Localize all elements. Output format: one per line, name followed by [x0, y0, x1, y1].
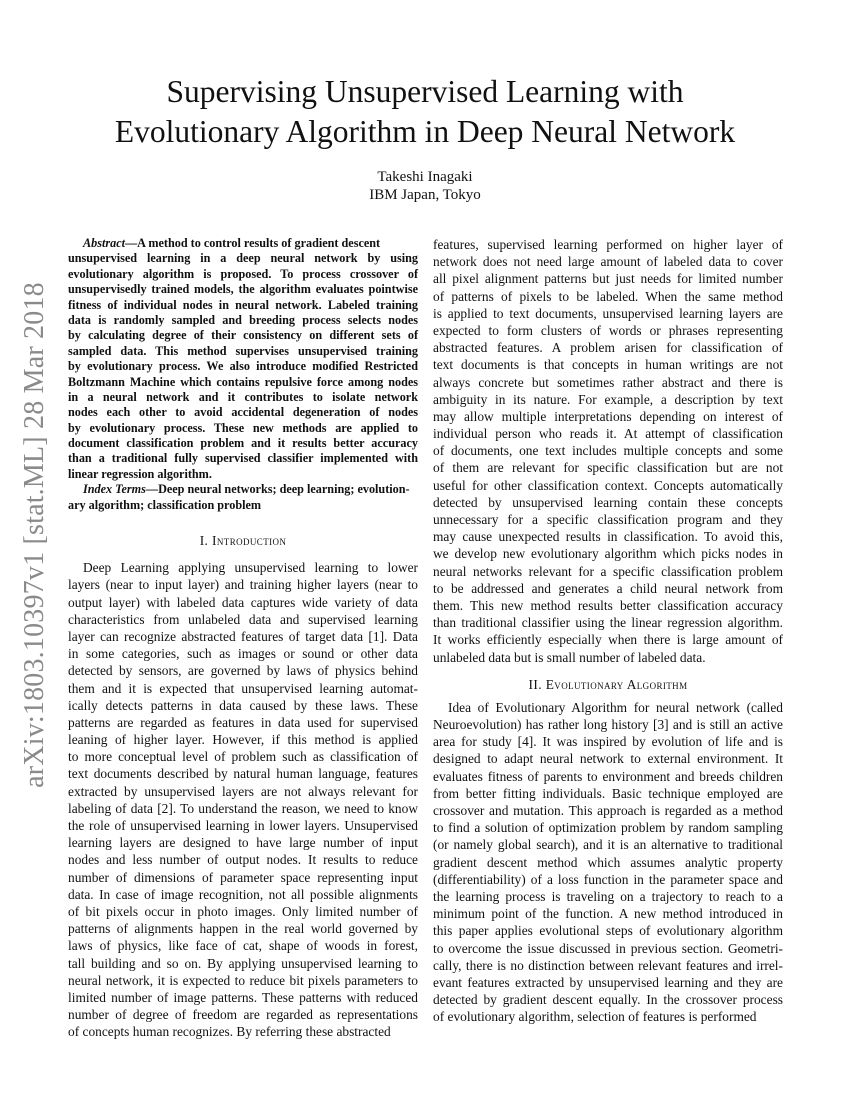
paragraph-line: of patterns of pixels to be labeled. When the same method: [433, 288, 783, 304]
abstract-line: fitness of individual nodes in neural network. Labeled training: [68, 297, 418, 312]
abstract-line: than a traditional fully supervised classifier implemented with: [68, 451, 418, 466]
paragraph-line: in some categories, such as images or sound or other data: [68, 646, 418, 662]
abstract-line: nodes each other to avoid accidental degeneration of nodes: [68, 405, 418, 420]
abstract-line: by evolutionary process. We also introduce modified Restricted: [68, 359, 418, 374]
paragraph-line: characteristics from unlabeled data and supervised learning: [68, 611, 418, 627]
index-terms-line: ary algorithm; classification problem: [68, 497, 262, 512]
index-terms-line: [68, 482, 418, 497]
paragraph-line: Idea of Evolutionary Algorithm for neural network (called: [448, 699, 783, 715]
line-text: —Deep neural networks; deep learning; evolution-: [145, 482, 410, 497]
paragraph-line: ambiguity in its nature. For example, a description by text: [433, 391, 783, 407]
paragraph-line: useful for other classification context. Concepts automatically: [433, 477, 783, 493]
abstract-line: sampled data. This method supervises unsupervised training: [68, 343, 418, 358]
paragraph-line: network does not need large amount of labeled data to cover: [433, 254, 783, 270]
arxiv-id: arXiv:1803.10397v1 [stat.ML] 28 Mar 2018: [19, 282, 50, 788]
paragraph-line: evant features extracted by unsupervised learning and they are: [433, 974, 783, 990]
abstract-line: data is randomly sampled and breeding process selects nodes: [68, 312, 418, 327]
paragraph-line: of evolutionary algorithm, selection of features is performed: [433, 1009, 757, 1025]
paragraph-line: patterns of alignments happen in the real world governed by: [68, 921, 418, 937]
section-heading-introduction: I. Introduction: [199, 533, 287, 549]
paragraph-line: (or namely global search), and it is an alternative to traditional: [433, 837, 783, 853]
paragraph-line: detected by gradient descent equally. In the crossover process: [433, 992, 783, 1008]
paragraph-line: than traditional classifier using the linear regression algorithm.: [433, 615, 783, 631]
paragraph-line: tall building and so on. By applying unsupervised learning to: [68, 955, 418, 971]
abstract-line: by evolutionary process. These new methods are applied to: [68, 420, 418, 435]
paragraph-line: laws of physics, like face of cat, shape of woods in forest,: [68, 938, 418, 954]
paragraph-line: individual person who reads it. At attempt of classification: [433, 426, 783, 442]
paragraph-line: Deep Learning applying unsupervised learning to lower: [83, 560, 418, 576]
introduction-continued: [433, 236, 783, 666]
paper-title: [68, 72, 782, 152]
paragraph-line: them and it is expected that unsupervised learning automat-: [68, 680, 418, 696]
line-text: —A method to control results of gradient descent: [124, 236, 381, 250]
paragraph-line: text documents is that concepts in human writings are not: [433, 357, 783, 373]
paragraph-line: minimum point of the function. A new method introduced in: [433, 906, 783, 922]
paragraph-line: nodes and less number of output nodes. It results to reduce: [68, 852, 418, 868]
abstract-line: unsupervised learning in a deep neural network by using: [68, 251, 418, 266]
index-terms-label: Index Terms: [83, 482, 146, 497]
title-line: Evolutionary Algorithm in Deep Neural Network: [114, 114, 736, 149]
paragraph-line: from better fitting individuals. Basic technique employed are: [433, 785, 783, 801]
paragraph-line: limited number of image patterns. These patterns with reduced: [68, 989, 418, 1005]
paragraph-line: neural network, it is expected to reduce bit pixels parameters to: [68, 972, 418, 988]
index-terms: [68, 482, 418, 513]
paragraph-line: patterns are regarded as features in data used for supervised: [68, 714, 418, 730]
paragraph-line: detected by unsupervised learning contain these concepts: [433, 494, 783, 510]
abstract-line: [68, 236, 418, 251]
paragraph-line: to be addressed and generates a child neural network from: [433, 580, 783, 596]
right-column: [433, 236, 783, 1025]
arxiv-sidebar-stamp: [10, 280, 60, 790]
paragraph-line: of them are relevant for specific classification but are not: [433, 460, 783, 476]
paragraph-line: of bit pixels occur in photo images. Only limited number of: [68, 903, 418, 919]
paragraph-line: to overcome the issue discussed in previous section. Geometri-: [433, 940, 783, 956]
abstract-line: in a neural network and it contributes to isolate network: [68, 389, 418, 404]
paragraph-line: the learning process is traveling on a trajectory to reach to a: [433, 888, 783, 904]
paragraph-line: unnecessary for a specific classification program and they: [433, 512, 783, 527]
abstract-line: unsupervisedly trained models, the algorithm evaluates pointwise: [68, 282, 418, 297]
paragraph-line: learning layers are designed to have large number of input: [68, 835, 418, 851]
paragraph-line: may allow multiple interpretations depending on interest of: [433, 408, 783, 424]
paragraph-line: extracted by unsupervised layers are not always relevant for: [68, 783, 418, 799]
paragraph-line: all pixel alignment patterns but just needs for limited number: [433, 271, 783, 287]
paragraph-line: text documents described by natural human language, features: [68, 766, 418, 782]
abstract-line: evolutionary algorithm is proposed. To process crossover of: [68, 266, 418, 281]
paragraph-line: number of degree of freedom are regarded as representations: [68, 1007, 418, 1023]
paragraph-line: It works efficiently especially when there is large amount of: [433, 632, 783, 648]
paragraph-line: labeling of data [2]. To understand the reason, we need to know: [68, 800, 418, 816]
paragraph-line: cally, there is no distinction between relevant features and irrel-: [433, 957, 783, 973]
paragraph-line: output layer) with labeled data captures wide variety of data: [68, 594, 418, 610]
paragraph-line: crossover and mutation. This approach is regarded as a method: [433, 803, 783, 819]
paragraph-line: we develop new evolutionary algorithm which picks nodes in: [433, 546, 783, 562]
paragraph-line: expected to form clusters of words or phrases representing: [433, 322, 783, 338]
abstract-label: Abstract: [83, 236, 125, 250]
abstract-line: document classification problem and it results better accuracy: [68, 436, 418, 451]
paragraph-line: abstracted features. A problem arisen for classification of: [433, 340, 783, 356]
section-heading-evolutionary-algorithm: II. Evolutionary Algorithm: [528, 676, 688, 692]
paragraph-line: layer can recognize abstracted features of target data [1]. Data: [68, 628, 418, 644]
paragraph-line: features, supervised learning performed on higher layer of: [433, 237, 783, 252]
paragraph-line: this paper applies evolutional steps of evolutionary algorithm: [433, 923, 783, 939]
paragraph-line: designed to adapt neural network to external environment. It: [433, 751, 783, 767]
introduction-body: [68, 559, 418, 1040]
paragraph-line: them. This new method results better classification accuracy: [433, 597, 783, 613]
paragraph-line: data. In case of image recognition, not all possible alignments: [68, 886, 418, 902]
abstract-line: linear regression algorithm.: [68, 466, 212, 481]
paragraph-line: area for study [4]. It was inspired by evolution of life and is: [433, 734, 783, 750]
paragraph-line: gradient descent method which assumes analytic property: [433, 854, 783, 870]
evolutionary-body: [433, 699, 783, 1026]
paragraph-line: layers (near to input layer) and training higher layers (near to: [68, 577, 418, 593]
paragraph-line: to find a solution of optimization problem by random sampling: [433, 820, 783, 836]
paragraph-line: neural networks relevant for a specific classification problem: [433, 563, 783, 579]
paragraph-line: may cause unexpected results in classification. To avoid this,: [433, 529, 783, 545]
paragraph-line: is applied to text documents, unsupervised learning layers are: [433, 305, 783, 321]
paragraph-line: number of dimensions of parameter space representing input: [68, 869, 418, 885]
author-affiliation: IBM Japan, Tokyo: [369, 187, 481, 203]
abstract-line: by calculating degree of their consistency on different sets of: [68, 328, 418, 343]
paragraph-line: (differentiability) of a loss function in the parameter space and: [433, 871, 783, 887]
abstract-line: Boltzmann Machine which contains repulsive force among nodes: [68, 374, 418, 389]
paragraph-line: detected by sensors, are governed by laws of physics behind: [68, 663, 418, 679]
paragraph-line: of documents, one text includes multiple concepts and some: [433, 443, 783, 459]
paragraph-line: ically detects patterns in data caused by these laws. These: [68, 697, 418, 713]
paragraph-line: evaluates fitness of parents to environment and breeds children: [433, 768, 783, 784]
paragraph-line: to more conceptual level of problem such as classification of: [68, 749, 418, 765]
paragraph-line: always concrete but sometimes rather abstract and there is: [433, 374, 783, 390]
paragraph-line: the role of unsupervised learning in lower layers. Unsupervised: [68, 818, 418, 834]
paragraph-line: unlabeled data but is small number of labeled data.: [433, 649, 706, 665]
left-column: [68, 236, 418, 1040]
paragraph-line: leaning of higher layer. However, if this method is applied: [68, 732, 418, 748]
paragraph-line: Neuroevolution) has rather long history [3] and is still an active: [433, 717, 783, 733]
title-line: Supervising Unsupervised Learning with: [166, 74, 684, 109]
paragraph-line: of concepts human recognizes. By referring these abstracted: [68, 1024, 391, 1040]
author-name: Takeshi Inagaki: [377, 169, 473, 185]
abstract: [68, 236, 418, 482]
